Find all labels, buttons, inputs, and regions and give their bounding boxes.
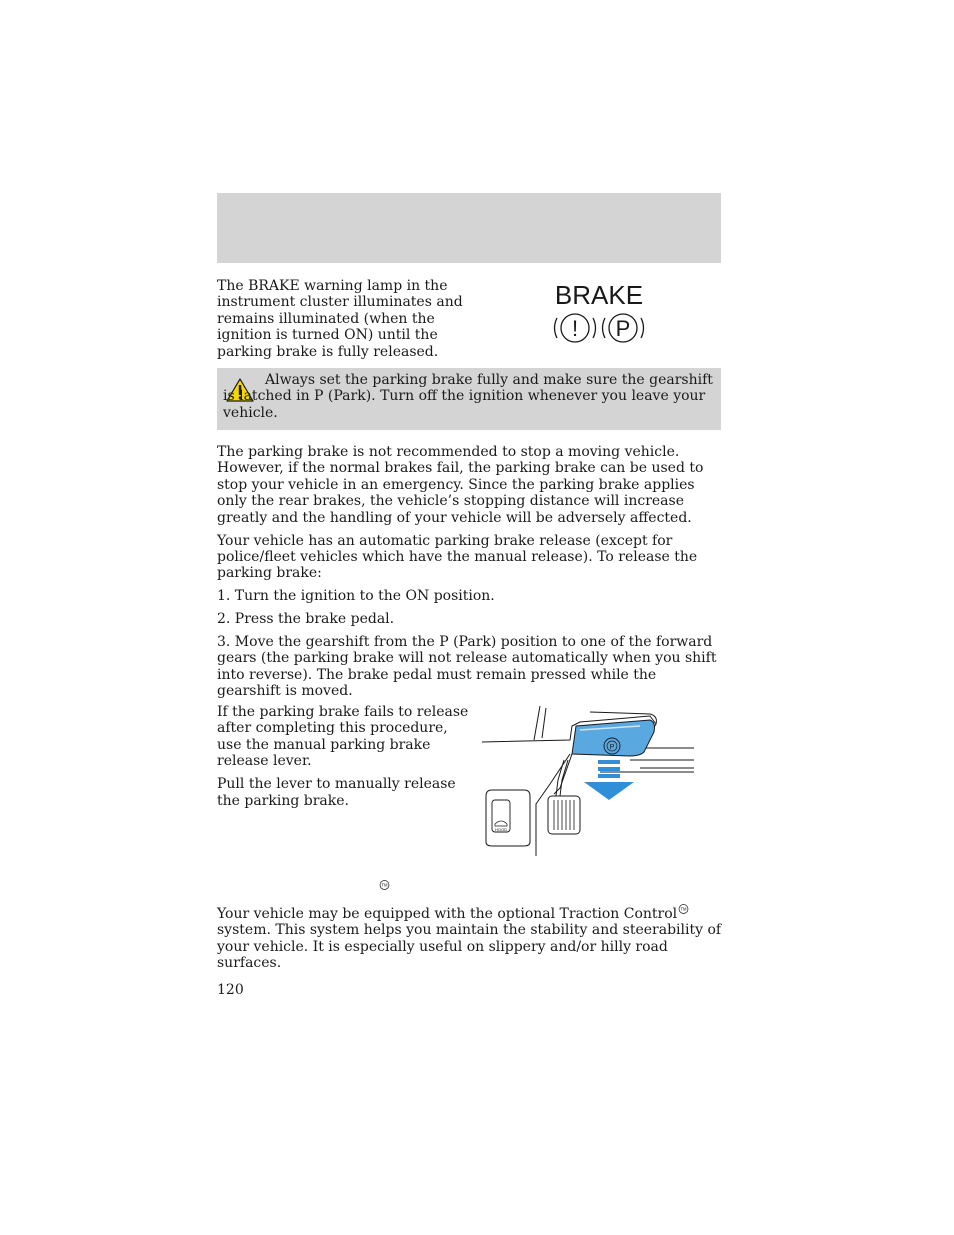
- brake-warning-symbol: [549, 280, 649, 350]
- traction-control-paragraph: [217, 904, 723, 972]
- step-item-1: 1. Turn the ignition to the ON position.: [217, 588, 495, 605]
- trademark-inline-icon: [677, 904, 690, 914]
- exclamation-circle-icon: [555, 314, 596, 342]
- pull-arrow-icon: [584, 760, 634, 800]
- manual-release-text: [217, 704, 472, 815]
- body-paragraph-2: Your vehicle has an automatic parking brake release (except for police/fleet vehicles which have the manual release). To release the parking brake:: [217, 532, 698, 582]
- brake-symbol-right-glyph: P: [615, 316, 631, 341]
- warning-paragraph: [223, 372, 715, 421]
- page-number: 120: [217, 982, 244, 998]
- manual-release-lever-illustration: [480, 704, 698, 860]
- trademark-icon: [378, 880, 391, 890]
- hood-release-label: HOOD: [495, 827, 507, 832]
- manual-release-paragraph-2: Pull the lever to manually release the parking brake.: [217, 776, 456, 809]
- park-circle-icon: [603, 314, 644, 342]
- brake-lamp-description: The BRAKE warning lamp in the instrument cluster illuminates and remains illuminated (when the ignition is turned ON) until the parking brake is fully released.: [217, 278, 463, 360]
- warning-text: Always set the parking brake fully and make sure the gearshift is latched in P (Park). Turn off the ignition whenever you leave your vehicle.: [223, 372, 713, 421]
- brake-symbol-label: BRAKE: [554, 280, 644, 310]
- brake-pedal: [548, 760, 580, 834]
- lever-park-glyph: P: [609, 744, 615, 751]
- release-lever-handle: [572, 720, 655, 756]
- body-paragraph-1: The parking brake is not recommended to stop a moving vehicle. However, if the normal brakes fail, the parking brake can be used to stop your vehicle in an emergency. Since the parking brake applies only the rear brakes, the vehicle’s stopping distance will increase greatly and the handling of your vehicle will be adversely affected.: [217, 444, 704, 526]
- step-item-3: 3. Move the gearshift from the P (Park) position to one of the forward gears (the parking brake will not release automatically when you shift into reverse). The brake pedal must remain pressed while the gearshift is moved.: [217, 634, 717, 700]
- traction-text-end: system. This system helps you maintain the stability and steerability of your vehicle. It is especially useful on slippery and/or hilly road surfaces.: [217, 922, 722, 972]
- trademark-inline-glyph: TM: [680, 906, 687, 912]
- section-header-band: [217, 193, 721, 263]
- brake-symbol-left-glyph: !: [571, 316, 579, 341]
- step-item-2: 2. Press the brake pedal.: [217, 611, 395, 628]
- warning-box: [217, 368, 721, 430]
- main-body: [217, 444, 723, 706]
- trademark-glyph: TM: [381, 882, 388, 888]
- manual-release-paragraph-1: If the parking brake fails to release after completing this procedure, use the manual parking brake release lever.: [217, 704, 469, 770]
- hood-release-lever: [486, 790, 530, 846]
- traction-text-start: Your vehicle may be equipped with the optional Traction Control: [217, 906, 678, 922]
